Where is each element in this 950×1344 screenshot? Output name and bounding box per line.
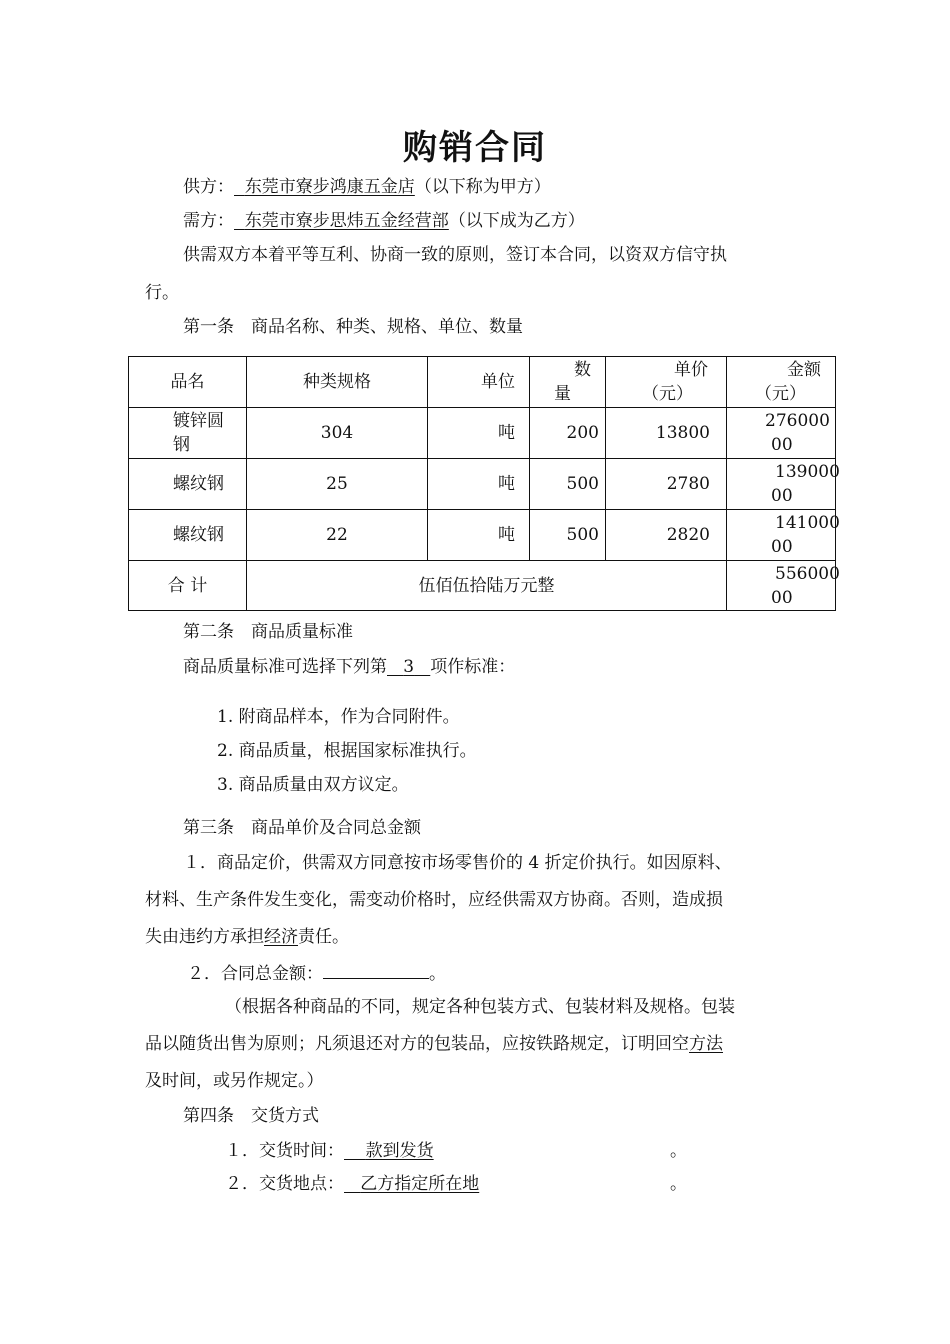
quality-option: 1. 附商品样本，作为合同附件。 xyxy=(217,707,460,727)
goods-table xyxy=(128,356,840,611)
row-price: 2820 xyxy=(606,510,727,561)
row-name: 螺纹钢 xyxy=(129,459,247,510)
intro-line-2: 行。 xyxy=(145,283,179,303)
row-spec: 304 xyxy=(247,408,428,459)
row-unit: 吨 xyxy=(428,459,530,510)
quality-choice-value: 3 xyxy=(403,657,415,677)
table-row xyxy=(129,510,836,561)
delivery-time-line: １．交货时间： 款到发货 。 xyxy=(225,1141,687,1161)
pricing-line-2: 材料、生产条件发生变化，需变动价格时，应经供需双方协商。否则，造成损 xyxy=(145,890,723,910)
row-qty: 500 xyxy=(530,510,606,561)
pricing-line-3: 失由违约方承担经济责任。 xyxy=(145,927,349,947)
pricing-line-1: １．商品定价，供需双方同意按市场零售价的 4 折定价执行。如因原料、 xyxy=(183,853,732,873)
header-amount: 金额 （元） xyxy=(727,357,836,408)
supplier-name: 东莞市寮步鸿康五金店 xyxy=(244,177,415,197)
buyer-suffix: （以下成为乙方） xyxy=(448,211,585,231)
header-qty: 数 量 xyxy=(530,357,606,408)
total-label: 合 计 xyxy=(129,561,247,611)
row-spec: 22 xyxy=(247,510,428,561)
header-name: 品名 xyxy=(129,357,247,408)
row-unit: 吨 xyxy=(428,408,530,459)
header-unit: 单位 xyxy=(428,357,530,408)
article-3-heading: 第三条 商品单价及合同总金额 xyxy=(183,818,421,838)
supplier-suffix: （以下称为甲方） xyxy=(414,177,551,197)
row-price: 2780 xyxy=(606,459,727,510)
quality-choice-line: 商品质量标准可选择下列第 3 项作标准： xyxy=(183,657,516,677)
economic-link[interactable]: 经济 xyxy=(264,927,298,947)
quality-option: 2. 商品质量，根据国家标准执行。 xyxy=(217,741,477,761)
row-spec: 25 xyxy=(247,459,428,510)
row-amount: 276000 00 xyxy=(727,408,836,459)
delivery-time-value: 款到发货 xyxy=(365,1141,434,1161)
packing-line-3: 及时间，或另作规定。） xyxy=(145,1071,324,1091)
total-amount: 556000 00 xyxy=(727,561,836,611)
header-price: 单价 （元） xyxy=(606,357,727,408)
table-total-row xyxy=(129,561,836,611)
intro-line-1: 供需双方本着平等互利、协商一致的原则，签订本合同，以资双方信守执 xyxy=(183,245,727,265)
row-price: 13800 xyxy=(606,408,727,459)
article-2-heading: 第二条 商品质量标准 xyxy=(183,622,353,642)
total-amount-line: ２．合同总金额： 。 xyxy=(187,960,446,986)
article-1-heading: 第一条 商品名称、种类、规格、单位、数量 xyxy=(183,317,523,337)
table-row xyxy=(129,408,836,459)
method-link[interactable]: 方法 xyxy=(689,1034,723,1054)
table-header-row xyxy=(129,357,836,408)
delivery-place-value: 乙方指定所在地 xyxy=(360,1174,480,1194)
row-name: 螺纹钢 xyxy=(129,510,247,561)
packing-line-2: 品以随货出售为原则；凡须退还对方的包装品，应按铁路规定，订明回空方法 xyxy=(145,1034,723,1054)
delivery-place-line: ２．交货地点： 乙方指定所在地 。 xyxy=(225,1174,687,1194)
buyer-label: 需方： xyxy=(183,211,234,231)
article-4-heading: 第四条 交货方式 xyxy=(183,1106,319,1126)
table-row xyxy=(129,459,836,510)
total-amount-blank xyxy=(323,960,429,979)
document-title: 购销合同 xyxy=(403,128,547,168)
packing-line-1: （根据各种商品的不同，规定各种包装方式、包装材料及规格。包装 xyxy=(225,997,735,1017)
row-amount: 141000 00 xyxy=(727,510,836,561)
header-spec: 种类规格 xyxy=(247,357,428,408)
row-amount: 139000 00 xyxy=(727,459,836,510)
total-in-words: 伍佰伍拾陆万元整 xyxy=(247,561,727,611)
supplier-line xyxy=(183,175,551,199)
row-name: 镀锌圆 钢 xyxy=(129,408,247,459)
row-unit: 吨 xyxy=(428,510,530,561)
buyer-line xyxy=(183,209,585,233)
quality-option: 3. 商品质量由双方议定。 xyxy=(217,775,409,795)
buyer-name: 东莞市寮步思炜五金经营部 xyxy=(244,211,449,231)
row-qty: 500 xyxy=(530,459,606,510)
supplier-label: 供方： xyxy=(183,177,234,197)
row-qty: 200 xyxy=(530,408,606,459)
